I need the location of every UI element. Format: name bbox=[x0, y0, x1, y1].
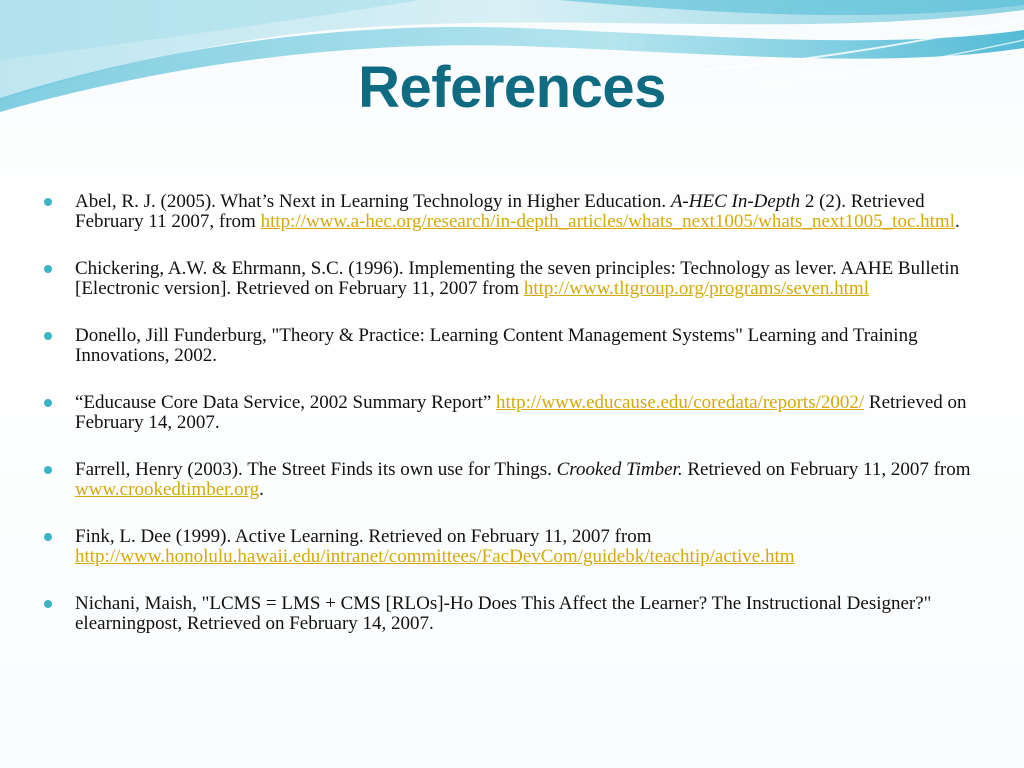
reference-item bbox=[42, 527, 982, 566]
reference-link[interactable]: http://www.tltgroup.org/programs/seven.html bbox=[523, 277, 869, 299]
reference-text: . bbox=[954, 210, 960, 232]
reference-item bbox=[42, 460, 982, 499]
reference-text: Retrieved on February 11, 2007 from bbox=[682, 459, 971, 480]
bullet-icon bbox=[44, 399, 52, 407]
reference-source-title: A-HEC In-Depth bbox=[670, 191, 801, 212]
reference-text: . bbox=[259, 478, 264, 500]
reference-source-title: Crooked Timber. bbox=[556, 459, 683, 480]
reference-item bbox=[42, 594, 982, 633]
reference-text: Farrell, Henry (2003). The Street Finds its own use for Things. bbox=[75, 459, 557, 480]
reference-item bbox=[42, 259, 982, 298]
page-title: References bbox=[358, 55, 666, 120]
reference-list bbox=[42, 192, 982, 661]
reference-link[interactable]: www.crookedtimber.org bbox=[75, 478, 260, 500]
bullet-icon bbox=[44, 466, 52, 474]
bullet-icon bbox=[44, 533, 52, 541]
reference-text: Abel, R. J. (2005). What’s Next in Learning Technology in Higher Education. bbox=[75, 191, 671, 212]
reference-link[interactable]: http://www.a-hec.org/research/in-depth_articles/whats_next1005/whats_next1005_toc.html bbox=[260, 210, 955, 232]
bullet-icon bbox=[44, 600, 52, 608]
reference-item bbox=[42, 393, 982, 432]
reference-text: Donello, Jill Funderburg, "Theory & Practice: Learning Content Management Systems" Learning and Training Innovations, 2002. bbox=[75, 325, 918, 366]
reference-text: Fink, L. Dee (1999). Active Learning. Retrieved on February 11, 2007 from bbox=[75, 526, 652, 547]
reference-item bbox=[42, 326, 982, 365]
reference-link[interactable]: http://www.honolulu.hawaii.edu/intranet/committees/FacDevCom/guidebk/teachtip/active.htm bbox=[75, 545, 795, 567]
bullet-icon bbox=[44, 265, 52, 273]
bullet-icon bbox=[44, 198, 52, 206]
reference-text: Nichani, Maish, "LCMS = LMS + CMS [RLOs]-Ho Does This Affect the Learner? The Instructional Designer?" elearningpost, Retrieved on February 14, 2007. bbox=[75, 593, 932, 634]
reference-text: “Educause Core Data Service, 2002 Summary Report” bbox=[75, 392, 497, 413]
reference-item bbox=[42, 192, 982, 231]
reference-text: 2 (2). Retrieved February 11 2007, from bbox=[75, 191, 925, 232]
reference-text: Retrieved on February 14, 2007. bbox=[75, 392, 967, 433]
reference-text: Chickering, A.W. & Ehrmann, S.C. (1996). Implementing the seven principles: Technology as lever. AAHE Bulletin [Electronic version]. Retrieved on February 11, 2007 from bbox=[75, 258, 960, 299]
bullet-icon bbox=[44, 332, 52, 340]
reference-link[interactable]: http://www.educause.edu/coredata/reports/2002/ bbox=[496, 392, 865, 413]
